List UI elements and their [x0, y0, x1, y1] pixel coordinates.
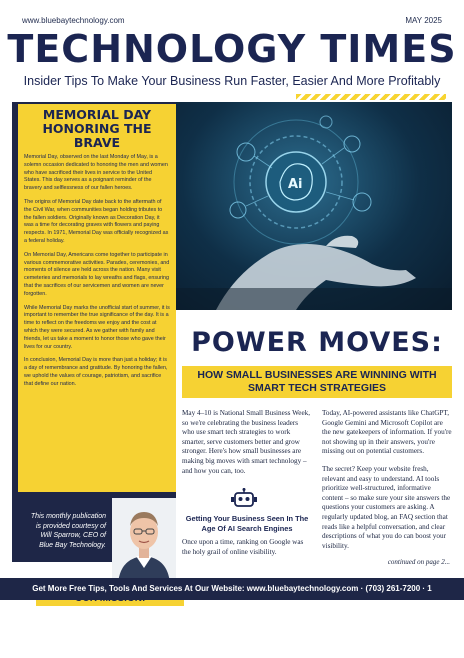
article-paragraph: The secret? Keep your website fresh, relevant and easy to understand. AI tools prioritize well-structured, informative content – so make sure your site answers the questions your customers are asking. A regularly updated blog, an FAQ section that reads like a helpful conversation, and clear descriptions of what you do can boost your visibility. — [322, 464, 451, 550]
memorial-paragraph: While Memorial Day marks the unofficial start of summer, it is important to remember the true significance of the day. It is a time to reflect on the freedoms we enjoy and the cost at which they were secured. As we gather with family and friends, let us take a moment to honor those who gave their lives for our country. — [24, 304, 170, 350]
portrait-illustration — [112, 498, 176, 584]
article-column-1: May 4–10 is National Small Business Week, so we're celebrating the business leaders who use smart tech strategies to work smarter, serve customers better and grow stronger. Here's how small businesses are making big moves with smart technology – and how you can, too. — [182, 409, 311, 475]
hazard-stripe-divider — [296, 94, 446, 100]
left-sidebar — [12, 102, 176, 656]
newsletter-tagline: Insider Tips To Make Your Business Run Faster, Easier And More Profitably — [23, 74, 441, 88]
memorial-paragraph: In conclusion, Memorial Day is more than just a holiday; it is a day of remembrance and gratitude. By honoring the fallen, we uphold the values of courage, patriotism, and sacrifice that define our nation. — [24, 357, 168, 387]
publisher-note: This monthly publication is provided courtesy of Will Sparrow, CEO of Blue Bay Technology. — [30, 513, 106, 549]
article-column-1-continued: Once upon a time, ranking on Google was the holy grail of online visibility. — [182, 538, 304, 556]
memorial-title-line1: MEMORIAL DAY — [42, 107, 152, 122]
ai-hologram-illustration — [176, 102, 452, 310]
memorial-day-box — [18, 104, 176, 492]
memorial-title-line2: HONORING THE BRAVE — [42, 121, 152, 150]
memorial-paragraph: On Memorial Day, Americans come together to participate in various commemorative activities. Parades, ceremonies, and moments of silence are held across the nation. Many visit cemeteries and memorials to lay wreaths and flags, ensuring that the sacrifices of our servicemen and women are never forgotten. — [24, 251, 170, 297]
memorial-paragraph: Memorial Day, observed on the last Monday of May, is a solemn occasion dedicated to honoring the men and women who have sacrificed their lives in service to the United States. This day serves as a poignant reminder of the bravery and selflessness of our fallen heroes. — [24, 154, 168, 192]
newsletter-title: TECHNOLOGY TIMES — [7, 27, 457, 71]
ceo-portrait — [112, 498, 176, 584]
footer-bar: Get More Free Tips, Tools And Services At Our Website: www.bluebaytechnology.com · (703) 261-7200 · 1 — [0, 578, 464, 600]
article-headline: POWER MOVES: — [191, 327, 443, 358]
robot-icon — [230, 488, 258, 510]
website-url[interactable]: www.bluebaytechnology.com — [22, 16, 125, 25]
issue-date: MAY 2025 — [405, 16, 442, 25]
continued-note: continued on page 2... — [387, 558, 450, 566]
memorial-day-title — [24, 108, 170, 150]
memorial-paragraph: The origins of Memorial Day date back to the aftermath of the Civil War, when communities began holding tributes to the fallen soldiers. Originally known as Decoration Day, it was a time for decorating graves with flowers and paying respects. In 1971, Memorial Day was officially recognized as a federal holiday. — [24, 198, 169, 244]
memorial-day-text — [24, 154, 170, 389]
article-paragraph: Today, AI-powered assistants like ChatGPT, Google Gemini and Microsoft Copilot are the new gatekeepers of information. If you're not showing up in their answers, you're missing out on potential customers. — [322, 409, 452, 456]
article-subhead: HOW SMALL BUSINESSES ARE WINNING WITH SMART TECH STRATEGIES — [182, 366, 452, 398]
mission-text: To build a community of success-minded entrepreneurs that inspires excellence, encourages collaboration and expands the capacity of all members to achieve great things. — [32, 611, 175, 656]
hero-ai-hand-image — [176, 102, 452, 310]
section-heading: Getting Your Business Seen In The Age Of AI Search Engines — [185, 514, 309, 533]
svg-text:Ai: Ai — [288, 177, 303, 192]
article-column-2 — [322, 409, 452, 559]
robot-icon-graphic — [230, 488, 258, 510]
